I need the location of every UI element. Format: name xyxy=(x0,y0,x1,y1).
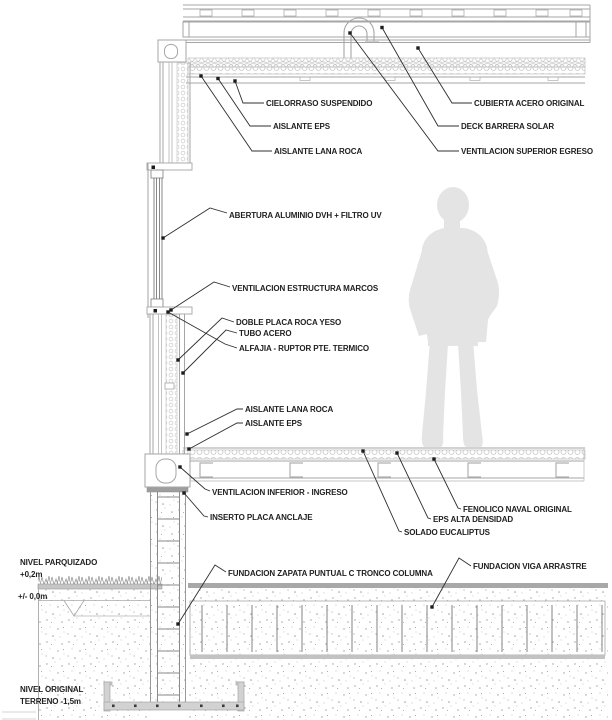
grass-strip xyxy=(38,576,162,584)
roof-seam-clips xyxy=(200,10,582,16)
label-nivel-cero: +/- 0,0m xyxy=(18,592,48,601)
label-vent-marcos: VENTILACION ESTRUCTURA MARCOS xyxy=(232,284,379,293)
label-nivel-original: NIVEL ORIGINAL xyxy=(20,685,84,694)
ceiling-wool-layer xyxy=(188,67,585,74)
label-aislante-eps-roof: AISLANTE EPS xyxy=(273,122,331,131)
tube-splice xyxy=(165,383,174,389)
label-inserto: INSERTO PLACA ANCLAJE xyxy=(210,513,313,522)
label-abertura: ABERTURA ALUMINIO DVH + FILTRO UV xyxy=(229,211,382,220)
label-aislante-lana-roof: AISLANTE LANA ROCA xyxy=(274,147,363,156)
label-vent-superior: VENTILACION SUPERIOR EGRESO xyxy=(461,147,593,156)
wall-lower xyxy=(150,314,185,454)
wall-insulation-upper xyxy=(177,63,188,163)
ceiling-joints xyxy=(300,77,558,81)
label-tubo-acero: TUBO ACERO xyxy=(239,329,292,338)
suspended-ceiling xyxy=(186,58,585,83)
ceiling-eps-layer xyxy=(188,58,585,67)
person-silhouette xyxy=(409,187,499,447)
label-fundacion-zapata: FUNDACION ZAPATA PUNTUAL C TRONCO COLUMNA xyxy=(228,569,433,578)
label-vent-inferior: VENTILACION INFERIOR - INGRESO xyxy=(212,488,348,497)
label-fundacion-viga: FUNDACION VIGA ARRASTRE xyxy=(473,562,587,571)
label-nivel-parquizado-value: +0,2m xyxy=(20,570,43,579)
floor-eps-layer xyxy=(183,450,585,459)
label-aislante-eps-wall: AISLANTE EPS xyxy=(245,419,303,428)
label-cubierta: CUBIERTA ACERO ORIGINAL xyxy=(474,99,585,108)
label-aislante-lana-wall: AISLANTE LANA ROCA xyxy=(245,405,334,414)
foundation-column xyxy=(147,487,188,703)
anchor-plate xyxy=(147,487,188,492)
label-doble-placa: DOBLE PLACA ROCA YESO xyxy=(236,318,342,327)
label-alfajia: ALFAJIA - RUPTOR PTE. TERMICO xyxy=(239,344,369,353)
floor-beam-profile xyxy=(156,459,176,483)
soil-right xyxy=(188,583,608,720)
label-deck: DECK BARRERA SOLAR xyxy=(461,122,555,131)
floor-joists xyxy=(200,463,569,477)
label-nivel-original-value: TERRENO -1,5m xyxy=(20,697,81,706)
label-nivel-parquizado: NIVEL PARQUIZADO xyxy=(20,558,98,567)
label-fenolico: FENOLICO NAVAL ORIGINAL xyxy=(463,505,572,514)
dvh-glazing xyxy=(154,178,162,299)
wall-upper xyxy=(160,62,190,163)
label-solado: SOLADO EUCALIPTUS xyxy=(404,528,490,537)
window-unit xyxy=(147,163,192,318)
floor-deck xyxy=(145,448,585,487)
label-eps-alta: EPS ALTA DENSIDAD xyxy=(433,515,514,524)
vent-gooseneck xyxy=(344,18,379,58)
label-cielorraso: CIELORRASO SUSPENDIDO xyxy=(266,99,373,108)
